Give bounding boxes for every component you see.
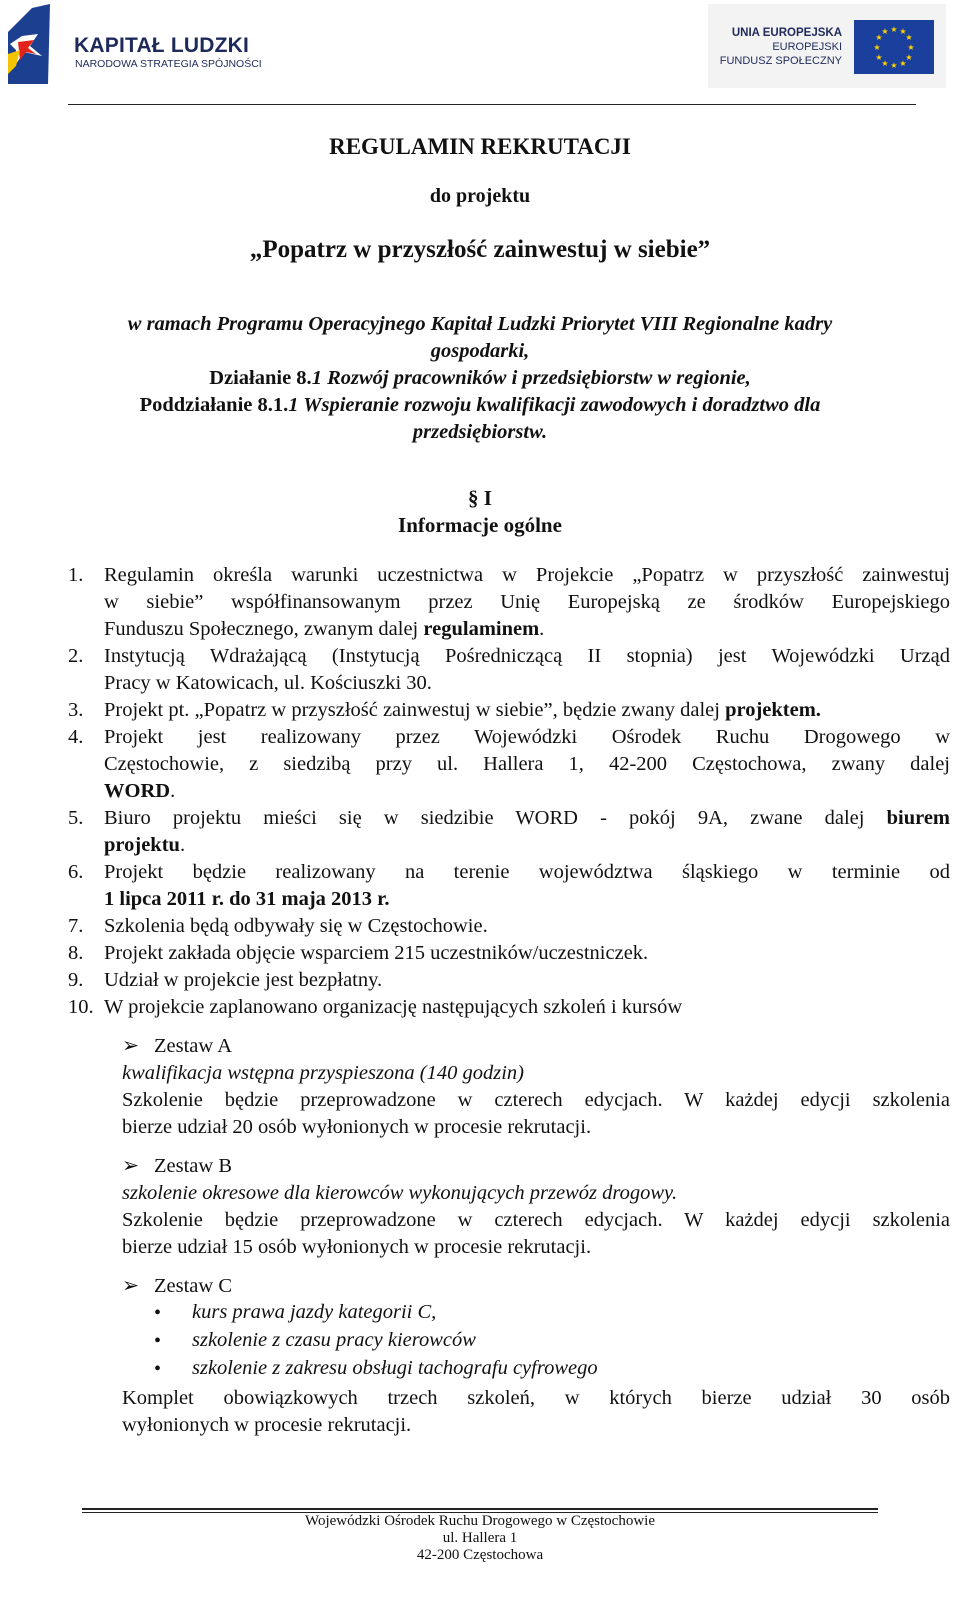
program-line-3	[0, 367, 960, 390]
item-4-bold: WORD	[104, 780, 171, 802]
item-5-bold: biurem	[886, 807, 950, 829]
logo-title: KAPITAŁ LUDZKI	[74, 34, 250, 57]
item-number: 2.	[68, 645, 84, 667]
item-number: 7.	[68, 915, 84, 937]
item-1-text: Funduszu Społecznego, zwanym dalej	[104, 618, 424, 640]
arrow-icon: ➢	[122, 1035, 140, 1057]
set-c-item: szkolenie z zakresu obsługi tachografu cyfrowego	[192, 1357, 598, 1379]
item-number: 5.	[68, 807, 84, 829]
item-number: 10.	[68, 996, 94, 1018]
item-8-text: Projekt zakłada objęcie wsparciem 215 uczestników/uczestniczek.	[104, 942, 649, 964]
item-5-text: Biuro projektu mieści się w siedzibie WORD - pokój 9A, zwane dalej	[104, 807, 887, 829]
item-number: 3.	[68, 699, 84, 721]
document-title: REGULAMIN REKRUTACJI	[329, 134, 631, 159]
eu-logo-text	[720, 26, 842, 68]
program-line-5: przedsiębiorstw.	[412, 421, 548, 443]
program-line-4	[0, 394, 960, 417]
item-4-end: .	[170, 780, 176, 802]
set-c-item: szkolenie z czasu pracy kierowców	[192, 1329, 476, 1351]
set-a-description	[122, 1060, 950, 1087]
item-number: 9.	[68, 969, 84, 991]
item-2-line-1: Instytucją Wdrażającą (Instytucją Pośredniczącą II stopnia) jest Wojewódzki Urząd	[104, 645, 950, 667]
item-4-line-1: Projekt jest realizowany przez Wojewódzki Ośrodek Ruchu Drogowego w	[104, 726, 950, 748]
footer-line-2: ul. Hallera 1	[442, 1530, 518, 1546]
header-divider	[68, 104, 916, 105]
section-heading: Informacje ogólne	[398, 513, 562, 537]
item-6-line-2	[104, 886, 950, 913]
item-9-text: Udział w projekcie jest bezpłatny.	[104, 969, 383, 991]
item-number: 4.	[68, 726, 84, 748]
set-a-title	[122, 1033, 950, 1060]
item-4-line-2: Częstochowie, z siedzibą przy ul. Hallera 1, 42-200 Częstochowa, zwany dalej	[104, 753, 950, 775]
svg-text:★: ★	[899, 27, 907, 36]
document-subtitle: do projektu	[429, 185, 531, 207]
program-line-1: w ramach Programu Operacyjnego Kapitał Ludzki Priorytet VIII Regionalne kadry	[127, 313, 833, 335]
bullet-icon: •	[154, 1330, 162, 1352]
set-b-description	[122, 1180, 950, 1207]
eu-flag-icon	[854, 20, 934, 74]
item-number: 1.	[68, 564, 84, 586]
arrow-icon: ➢	[122, 1155, 140, 1177]
bullet-icon: •	[154, 1358, 162, 1380]
item-5-bold-2: projektu	[104, 834, 180, 856]
eu-line-3: FUNDUSZ SPOŁECZNY	[719, 55, 842, 67]
footer-line-3: 42-200 Częstochowa	[416, 1547, 544, 1563]
set-c-item: kurs prawa jazdy kategorii C,	[192, 1301, 437, 1323]
set-c-line-1: Komplet obowiązkowych trzech szkoleń, w których bierze udział 30 osób	[122, 1387, 950, 1409]
set-b-title	[122, 1153, 950, 1180]
set-a-italic: kwalifikacja wstępna przyspieszona (140 godzin)	[122, 1062, 525, 1084]
section-symbol: § I	[468, 486, 492, 510]
kapital-ludzki-logo	[8, 4, 262, 88]
item-3-line-1	[104, 697, 950, 724]
eu-logo	[708, 4, 946, 88]
arrow-icon: ➢	[122, 1275, 140, 1297]
svg-text:★: ★	[905, 33, 913, 42]
svg-text:★: ★	[873, 43, 881, 52]
item-5-line-2	[104, 832, 950, 859]
program-line-4-rest: 1 Wspieranie rozwoju kwalifikacji zawodowych i doradztwo dla	[288, 394, 821, 416]
item-3-text: Projekt pt. „Popatrz w przyszłość zainwestuj w siebie”, będzie zwany dalej	[104, 699, 726, 721]
item-1-line-2: w siebie” współfinansowanym przez Unię Europejską ze środków Europejskiego	[104, 591, 950, 613]
program-upright-1: Działanie 8.	[209, 367, 312, 389]
set-b-italic: szkolenie okresowe dla kierowców wykonujących przewóz drogowy.	[122, 1182, 678, 1204]
program-line-3-rest: 1 Rozwój pracowników i przedsiębiorstw w regionie,	[311, 367, 751, 389]
project-name: „Popatrz w przyszłość zainwestuj w siebie”	[249, 236, 711, 263]
svg-text:★: ★	[881, 27, 889, 36]
set-c-title	[122, 1273, 950, 1300]
set-a-label: Zestaw A	[154, 1035, 232, 1057]
item-6-line-1: Projekt będzie realizowany na terenie województwa śląskiego w terminie od	[104, 861, 950, 883]
svg-text:★: ★	[905, 53, 913, 62]
set-b-label: Zestaw B	[154, 1155, 232, 1177]
svg-text:★: ★	[875, 53, 883, 62]
item-2-line-2: Pracy w Katowicach, ul. Kościuszki 30.	[104, 672, 432, 694]
item-number: 6.	[68, 861, 84, 883]
svg-text:★: ★	[899, 59, 907, 68]
set-c-label: Zestaw C	[154, 1275, 232, 1297]
kapital-ludzki-emblem-icon	[8, 4, 70, 88]
eu-line-2: EUROPEJSKI	[772, 41, 842, 53]
footer-divider	[82, 1508, 878, 1510]
program-line-2: gospodarki,	[430, 340, 530, 362]
item-1-end: .	[539, 618, 545, 640]
svg-text:★: ★	[890, 25, 898, 34]
item-7-text: Szkolenia będą odbywały się w Częstochowie.	[104, 915, 488, 937]
item-3-bold: projektem.	[725, 699, 821, 721]
eu-line-1: UNIA EUROPEJSKA	[731, 27, 842, 39]
logo-subtitle: NARODOWA STRATEGIA SPÓJNOŚCI	[75, 58, 262, 70]
set-a-line-2: bierze udział 20 osób wyłonionych w procesie rekrutacji.	[122, 1116, 592, 1138]
set-b-line-2: bierze udział 15 osób wyłonionych w procesie rekrutacji.	[122, 1236, 592, 1258]
program-upright-2: Poddziałanie 8.1.	[139, 394, 289, 416]
svg-text:★: ★	[890, 61, 898, 70]
item-5-end: .	[179, 834, 186, 856]
footer-line-1: Wojewódzki Ośrodek Ruchu Drogowego w Częstochowie	[305, 1513, 655, 1529]
svg-text:★: ★	[875, 33, 883, 42]
svg-text:★: ★	[907, 43, 915, 52]
item-number: 8.	[68, 942, 84, 964]
set-c-line-2: wyłonionych w procesie rekrutacji.	[122, 1414, 412, 1436]
item-1-line-3	[104, 616, 950, 643]
item-1-bold: regulaminem	[423, 618, 540, 640]
set-b-line-1: Szkolenie będzie przeprowadzone w czterech edycjach. W każdej edycji szkolenia	[122, 1209, 950, 1231]
item-10-text: W projekcie zaplanowano organizację następujących szkoleń i kursów	[104, 996, 683, 1018]
item-1-line-1: Regulamin określa warunki uczestnictwa w Projekcie „Popatrz w przyszłość zainwestuj	[104, 564, 950, 586]
item-6-bold: 1 lipca 2011 r. do 31 maja 2013 r.	[104, 888, 390, 910]
set-a-line-1: Szkolenie będzie przeprowadzone w czterech edycjach. W każdej edycji szkolenia	[122, 1089, 950, 1111]
bullet-icon: •	[154, 1302, 162, 1324]
svg-text:★: ★	[881, 59, 889, 68]
item-4-line-3	[104, 778, 950, 805]
item-5-line-1	[104, 805, 950, 832]
